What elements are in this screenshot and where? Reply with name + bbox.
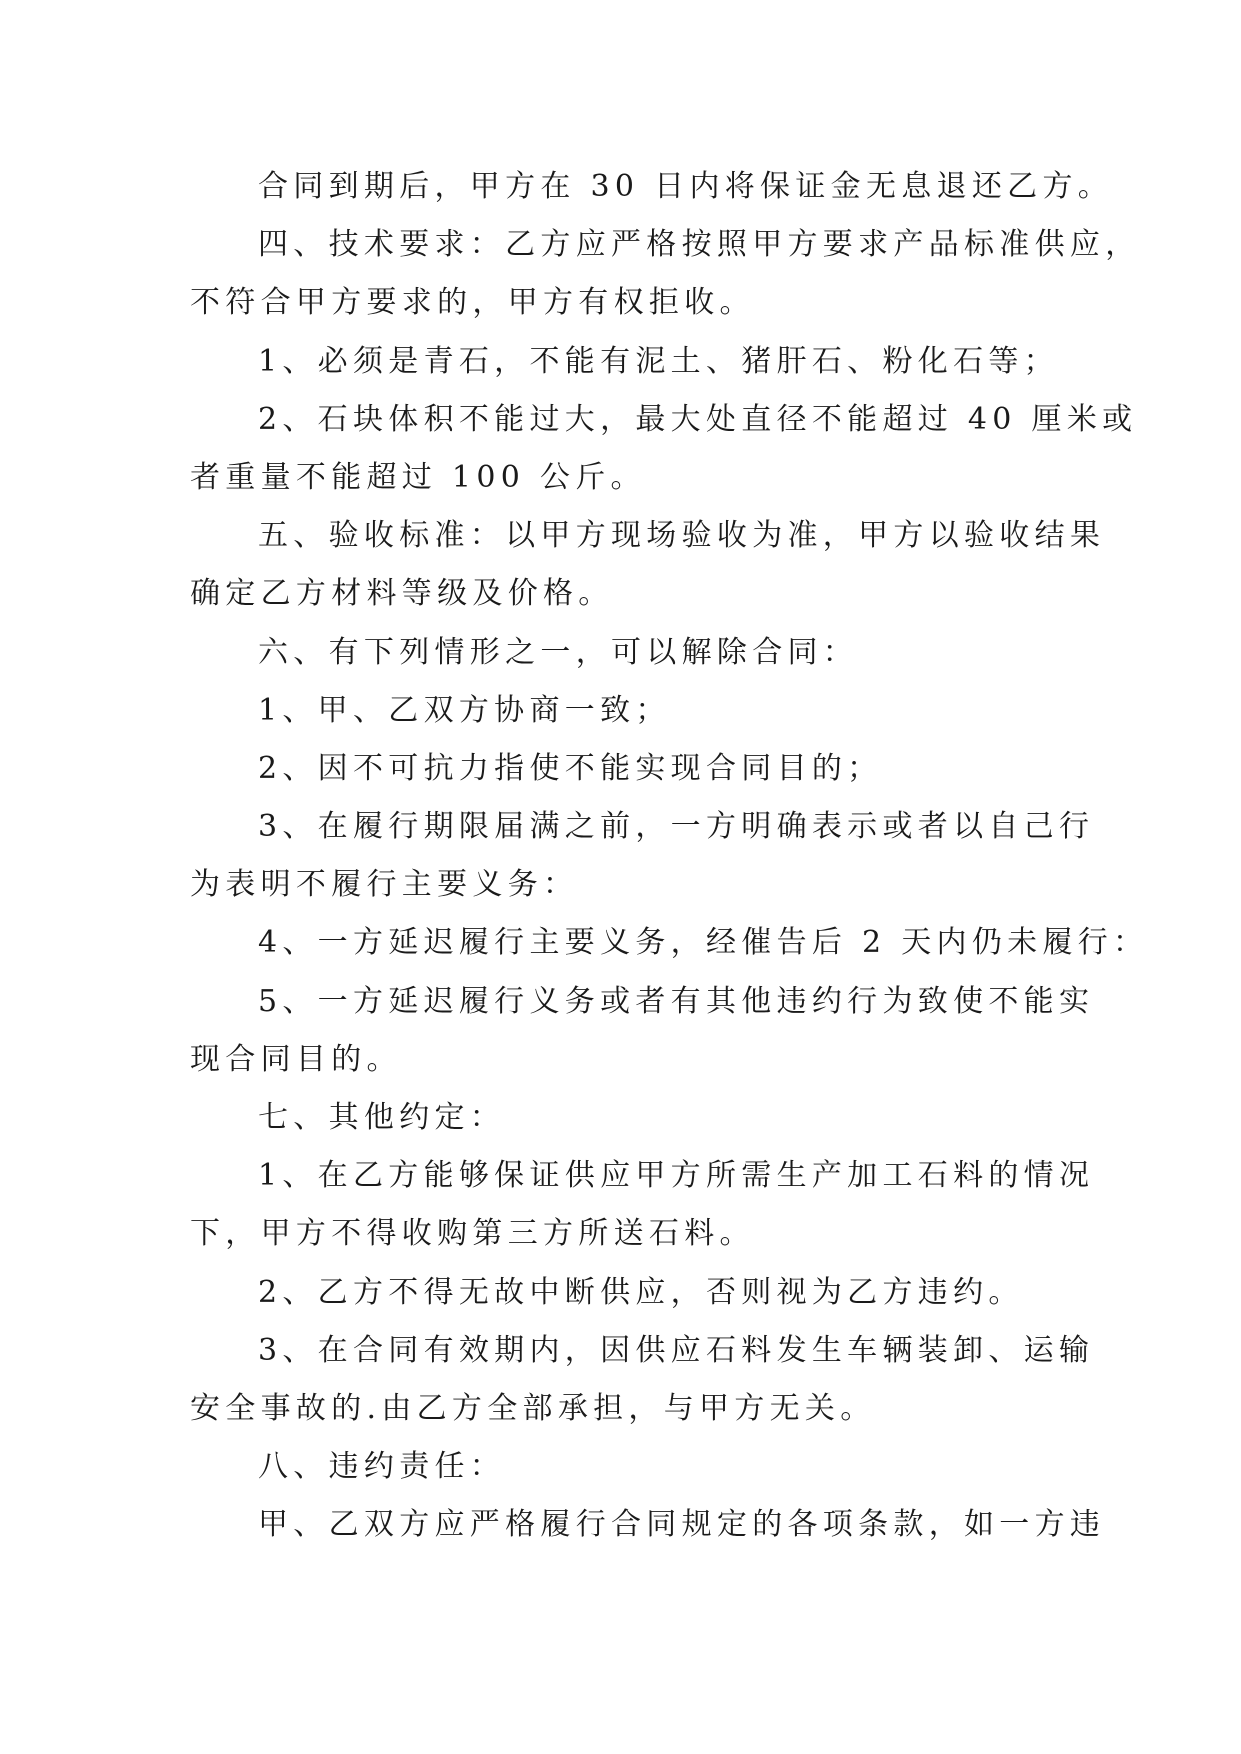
text-line: 四、技术要求：乙方应严格按照甲方要求产品标准供应， — [258, 227, 1141, 263]
text-line: 4、一方延迟履行主要义务，经催告后 2 天内仍未履行： — [258, 925, 1149, 961]
text-line: 2、乙方不得无故中断供应，否则视为乙方违约。 — [258, 1274, 1024, 1310]
text-line: 5、一方延迟履行义务或者有其他违约行为致使不能实 — [258, 983, 1095, 1019]
text-line: 现合同目的。 — [190, 1041, 402, 1077]
text-line: 2、因不可抗力指使不能实现合同目的； — [258, 750, 883, 786]
text-line: 3、在履行期限届满之前，一方明确表示或者以自己行 — [258, 809, 1095, 845]
text-line: 不符合甲方要求的，甲方有权拒收。 — [190, 285, 755, 321]
text-line: 甲、乙双方应严格履行合同规定的各项条款，如一方违 — [258, 1507, 1106, 1543]
text-line: 七、其他约定： — [258, 1100, 506, 1135]
text-line: 确定乙方材料等级及价格。 — [190, 576, 614, 612]
text-line: 八、违约责任： — [258, 1449, 506, 1485]
text-line: 六、有下列情形之一，可以解除合同： — [258, 634, 859, 670]
text-line: 五、验收标准：以甲方现场验收为准，甲方以验收结果 — [258, 518, 1106, 554]
text-line: 3、在合同有效期内，因供应石料发生车辆装卸、运输 — [258, 1332, 1095, 1368]
text-line: 者重量不能超过 100 公斤。 — [190, 459, 646, 495]
text-line: 为表明不履行主要义务： — [190, 867, 579, 903]
text-line: 合同到期后，甲方在 30 日内将保证金无息退还乙方。 — [258, 169, 1114, 204]
text-line: 安全事故的.由乙方全部承担，与甲方无关。 — [190, 1390, 876, 1426]
text-line: 1、甲、乙双方协商一致； — [258, 692, 671, 728]
text-line: 1、在乙方能够保证供应甲方所需生产加工石料的情况 — [258, 1158, 1095, 1194]
text-line: 下，甲方不得收购第三方所送石料。 — [190, 1216, 755, 1252]
document-body — [190, 158, 1149, 1555]
text-line: 1、必须是青石，不能有泥土、猪肝石、粉化石等； — [258, 343, 1059, 379]
text-line: 2、石块体积不能过大，最大处直径不能超过 40 厘米或 — [258, 401, 1138, 437]
